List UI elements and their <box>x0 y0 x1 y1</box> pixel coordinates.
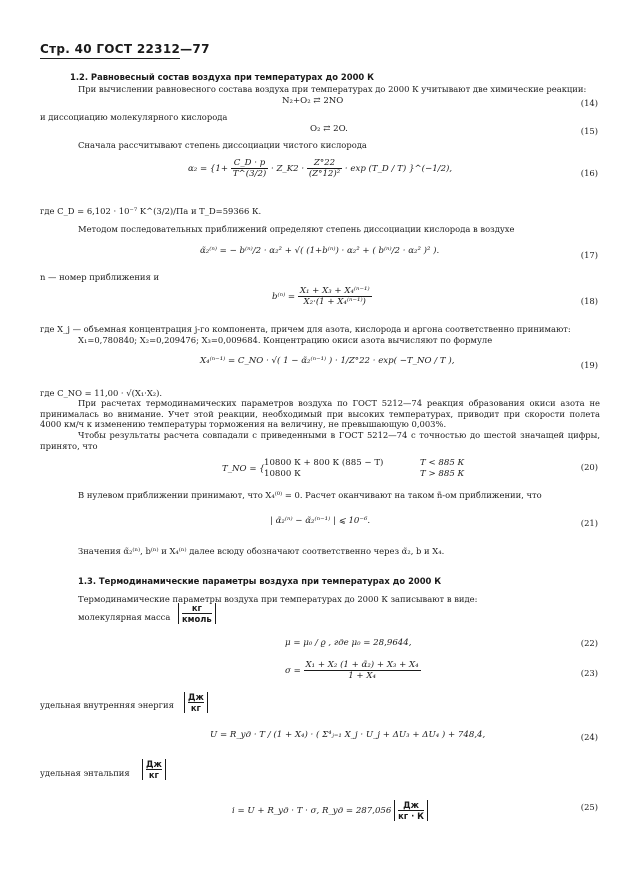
eq16-mid: · Z_K2 · <box>271 164 305 174</box>
unit-molar-mass-denominator: кмоль <box>182 614 212 624</box>
paragraph-method: Методом последовательных приближений определяют степень диссоциации кислорода в воздухе <box>78 224 515 234</box>
eq25-main: i = U + R_уд · T · σ, R_уд = 287,056 <box>232 806 392 816</box>
equation-number-23: (23) <box>580 668 598 678</box>
equation-14: N₂+O₂ ⇄ 2NO <box>282 96 344 106</box>
equation-number-18: (18) <box>580 296 598 306</box>
eq16-lhs: α₂ = {1+ <box>188 164 229 174</box>
eq16-f1-denominator: T^(3/2) <box>232 169 267 179</box>
eq16-fraction-1 <box>231 158 268 179</box>
equation-number-15: (15) <box>580 126 598 136</box>
eq23-denominator: 1 + X₄ <box>348 671 376 681</box>
paragraph-dissociation: и диссоциацию молекулярного кислорода <box>40 112 228 122</box>
eq20-row-1-condition: T < 885 К <box>420 458 465 468</box>
page-header: Стр. 40 ГОСТ 22312—77 <box>40 42 210 56</box>
eq18-lhs: b⁽ⁿ⁾ = <box>272 292 296 302</box>
equation-18 <box>272 286 372 307</box>
paragraph-values: Значения α̃₂⁽ⁿ⁾, b⁽ⁿ⁾ и X₄⁽ⁿ⁾ далее всюду обозначают соответственно через α̃₂, b и X₄. <box>78 546 445 556</box>
paragraph-thermo-intro: Термодинамические параметры воздуха при температурах до 2000 К записывают в виде: <box>78 594 478 604</box>
eq16-tail: · exp (T_D / T) }^(−1/2), <box>344 164 453 174</box>
paragraph-intro: При вычислении равновесного состава воздуха при температурах до 2000 К учитывают две химические реакции: <box>78 84 587 94</box>
paragraph-reaction: При расчетах термодинамических параметров воздуха по ГОСТ 5212—74 реакция образования окиси азота не принималась во внимание. Учет этой реакции, необходимый при высоких температурах, приводит при скорости полета 4000 км/ч к изменению температуры торможения на величину, не превышающую 0,003%. <box>40 398 600 430</box>
unit-internal-energy <box>184 692 208 713</box>
equation-19: X₄⁽ⁿ⁻¹⁾ = C_NO · √( 1 − α̃₂⁽ⁿ⁻¹⁾ ) · 1/Z°22 · exp( −T_NO / T ), <box>200 356 455 366</box>
eq20-row-1: 10800 К + 800 К (885 − T) <box>264 458 384 468</box>
where-cd: где C_D = 6,102 · 10⁻⁷ K^(3/2)/Па и T_D=59366 К. <box>40 206 262 216</box>
label-enthalpy: удельная энтальпия <box>40 768 130 778</box>
unit-internal-energy-denominator: кг <box>190 703 201 713</box>
eq20-row-2-condition: T > 885 К <box>420 469 465 479</box>
eq20-row-2: 10800 К <box>264 469 301 479</box>
equation-number-14: (14) <box>580 98 598 108</box>
eq16-f2-numerator: Z°22 <box>307 158 342 169</box>
equation-number-16: (16) <box>580 168 598 178</box>
eq25-unit-numerator: Дж <box>398 800 424 811</box>
paragraph-zero: В нулевом приближении принимают, что X₄⁽⁰⁾ = 0. Расчет оканчивают на таком ñ-ом приближении, что <box>78 490 542 500</box>
eq25-unit-denominator: кг · К <box>398 811 425 821</box>
section-heading-1-2: 1.2. Равновесный состав воздуха при температурах до 2000 К <box>70 72 375 82</box>
unit-molar-mass <box>178 603 216 624</box>
paragraph-match: Чтобы результаты расчета совпадали с приведенными в ГОСТ 5212—74 с точностью до шестой значащей цифры, принято, что <box>40 430 600 451</box>
paragraph-xj: где X_j — объемная концентрация j-го компонента, причем для азота, кислорода и аргона соответственно принимают: <box>40 324 571 334</box>
label-molar-mass: молекулярная масса <box>78 612 171 622</box>
unit-molar-mass-numerator: кг <box>182 603 212 614</box>
where-cno: где C_NO = 11,00 · √(X₁·X₂). <box>40 388 163 398</box>
eq18-denominator: X₂·(1 + X₄⁽ⁿ⁻¹⁾) <box>303 297 366 307</box>
unit-internal-energy-numerator: Дж <box>188 692 204 702</box>
equation-22: μ = μ₀ / ϱ , где μ₀ = 28,9644, <box>285 638 412 648</box>
equation-number-17: (17) <box>580 250 598 260</box>
equation-21: | α̃₂⁽ⁿ⁾ − α̃₂⁽ⁿ⁻¹⁾ | ⩽ 10⁻⁶. <box>270 516 371 526</box>
equation-number-21: (21) <box>580 518 598 528</box>
eq18-numerator: X₁ + X₃ + X₄⁽ⁿ⁻¹⁾ <box>299 286 370 296</box>
equation-number-25: (25) <box>580 802 598 812</box>
paragraph-first: Сначала рассчитывают степень диссоциации чистого кислорода <box>78 140 367 150</box>
paragraph-n-number: n — номер приближения и <box>40 272 160 282</box>
eq23-lhs: σ = <box>285 666 301 676</box>
unit-enthalpy <box>142 759 166 780</box>
equation-16 <box>188 158 452 179</box>
equation-15: O₂ ⇄ 2O. <box>310 124 348 134</box>
unit-enthalpy-numerator: Дж <box>146 759 162 769</box>
equation-number-20: (20) <box>580 462 598 472</box>
eq18-fraction <box>298 286 372 307</box>
paragraph-xj-values: X₁=0,780840; X₂=0,209476; X₃=0,009684. Концентрацию окиси азота вычисляют по формуле <box>78 335 493 345</box>
equation-number-22: (22) <box>580 638 598 648</box>
label-internal-energy: удельная внутренняя энергия <box>40 700 174 710</box>
eq23-numerator: X₁ + X₂ (1 + α̃₂) + X₃ + X₄ <box>305 660 419 670</box>
eq20-lhs: T_NO = { <box>222 464 265 474</box>
eq16-f1-numerator: C_D · p <box>231 158 268 169</box>
equation-number-24: (24) <box>580 732 598 742</box>
eq23-fraction <box>304 660 421 681</box>
equation-24: U = R_уд · T / (1 + X₄) · ( Σ⁴ⱼ₌₁ X_j · U_j + ΔU₃ + ΔU₄ ) + 748,4, <box>210 730 486 740</box>
equation-25 <box>232 800 428 821</box>
unit-enthalpy-denominator: кг <box>148 770 159 780</box>
section-heading-1-3: 1.3. Термодинамические параметры воздуха при температурах до 2000 К <box>78 576 442 586</box>
equation-23 <box>285 660 421 681</box>
eq16-fraction-2 <box>307 158 342 179</box>
eq25-unit <box>394 800 428 821</box>
equation-17: α̃₂⁽ⁿ⁾ = − b⁽ⁿ⁾/2 · α₂² + √( (1+b⁽ⁿ⁾) · α₂² + ( b⁽ⁿ⁾/2 · α₂² )² ). <box>200 246 440 256</box>
header-rule <box>40 58 180 59</box>
equation-number-19: (19) <box>580 360 598 370</box>
eq16-f2-denominator: (Z°12)² <box>308 169 341 179</box>
